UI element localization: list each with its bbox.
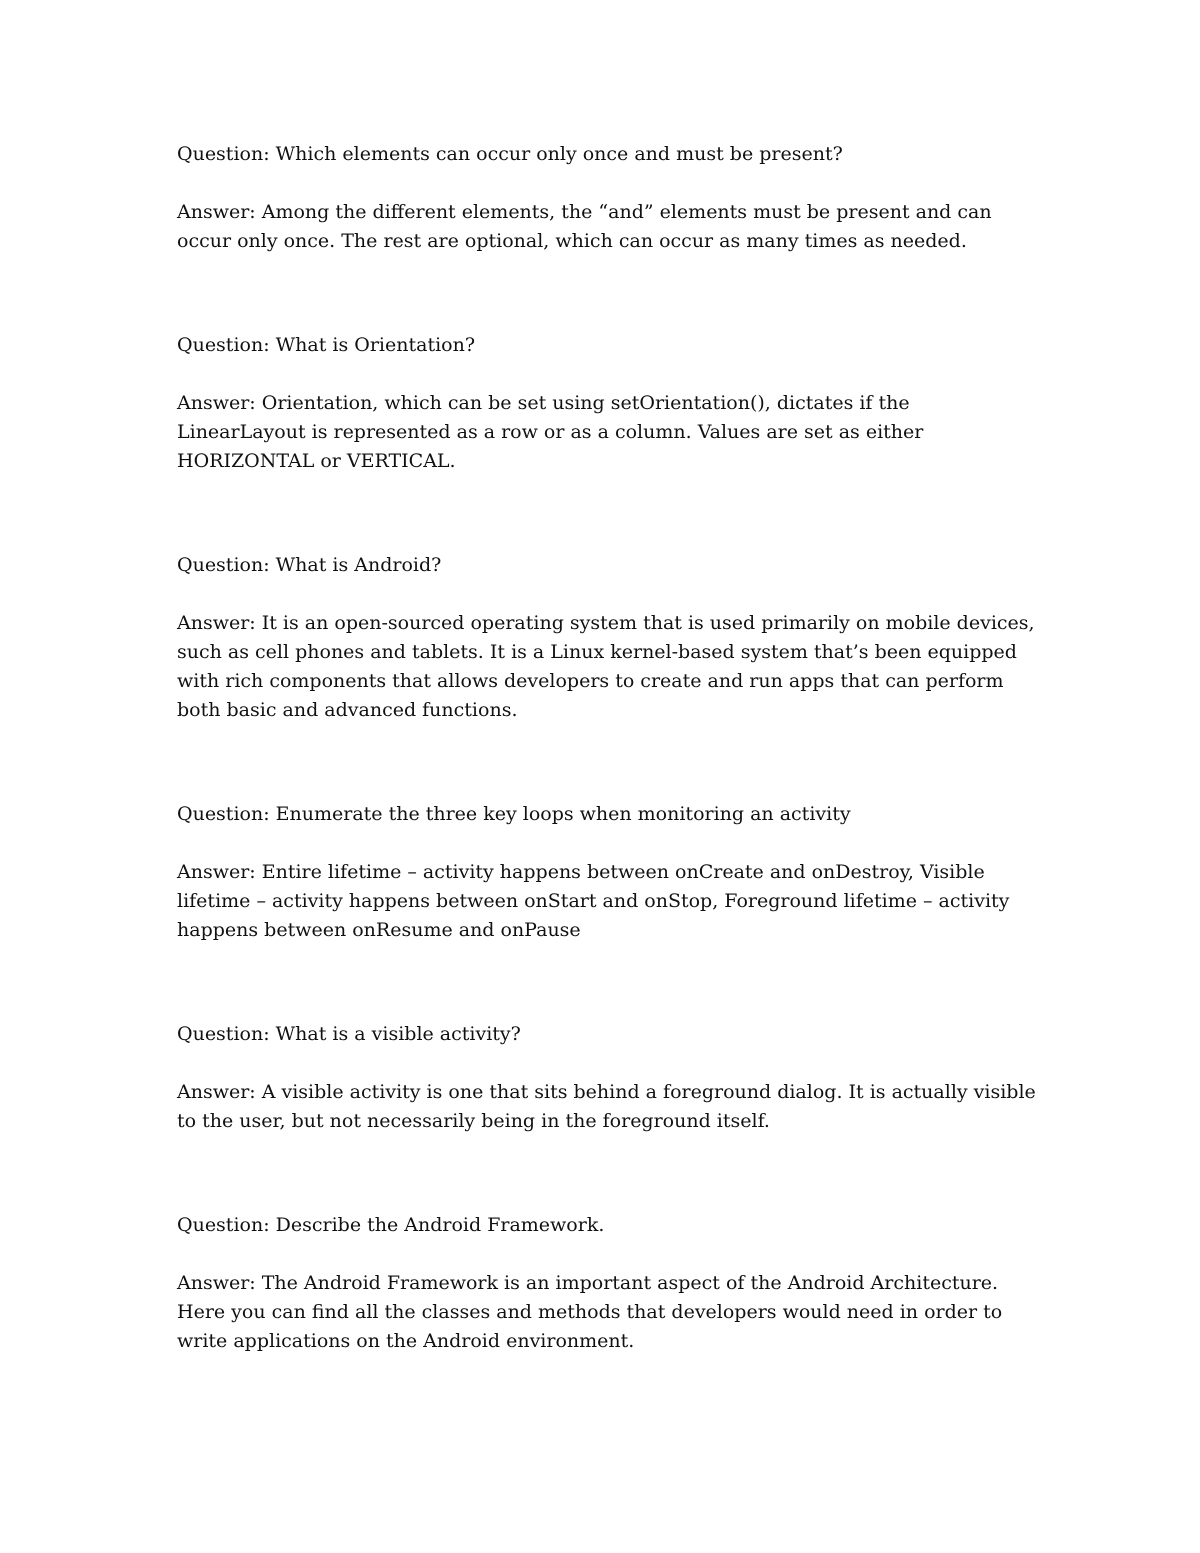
question-text: Question: Enumerate the three key loops when monitoring an activity [177, 803, 851, 825]
answer-text: Answer: Among the different elements, the “and” elements must be present and can occur only once. The rest are optional, which can occur as many times as needed. [177, 201, 992, 252]
answer-text: Answer: A visible activity is one that sits behind a foreground dialog. It is actually visible to the user, but not necessarily being in the foreground itself. [177, 1081, 1036, 1132]
qa-block [177, 551, 1037, 725]
question-text: Question: What is Orientation? [177, 334, 476, 356]
answer-text: Answer: Entire lifetime – activity happens between onCreate and onDestroy, Visible lifetime – activity happens between onStart and onStop, Foreground lifetime – activity happens between onResume and onPause [177, 861, 1010, 941]
answer-text: Answer: It is an open-sourced operating system that is used primarily on mobile devices, such as cell phones and tablets. It is a Linux kernel-based system that’s been equipped with rich components that allows developers to create and run apps that can perform both basic and advanced functions. [177, 612, 1035, 721]
qa-block [177, 800, 1037, 945]
qa-block [177, 1020, 1037, 1136]
qa-block [177, 140, 1037, 256]
question-text: Question: Describe the Android Framework. [177, 1214, 605, 1236]
question-text: Question: Which elements can occur only once and must be present? [177, 143, 843, 165]
question-text: Question: What is Android? [177, 554, 442, 576]
document-page [177, 140, 1037, 1356]
qa-block [177, 1211, 1037, 1356]
question-text: Question: What is a visible activity? [177, 1023, 521, 1045]
answer-text: Answer: The Android Framework is an important aspect of the Android Architecture. Here you can find all the classes and methods that developers would need in order to write applications on the Android environment. [177, 1272, 1003, 1352]
answer-text: Answer: Orientation, which can be set using setOrientation(), dictates if the LinearLayout is represented as a row or as a column. Values are set as either HORIZONTAL or VERTICAL. [177, 392, 924, 472]
qa-block [177, 331, 1037, 476]
